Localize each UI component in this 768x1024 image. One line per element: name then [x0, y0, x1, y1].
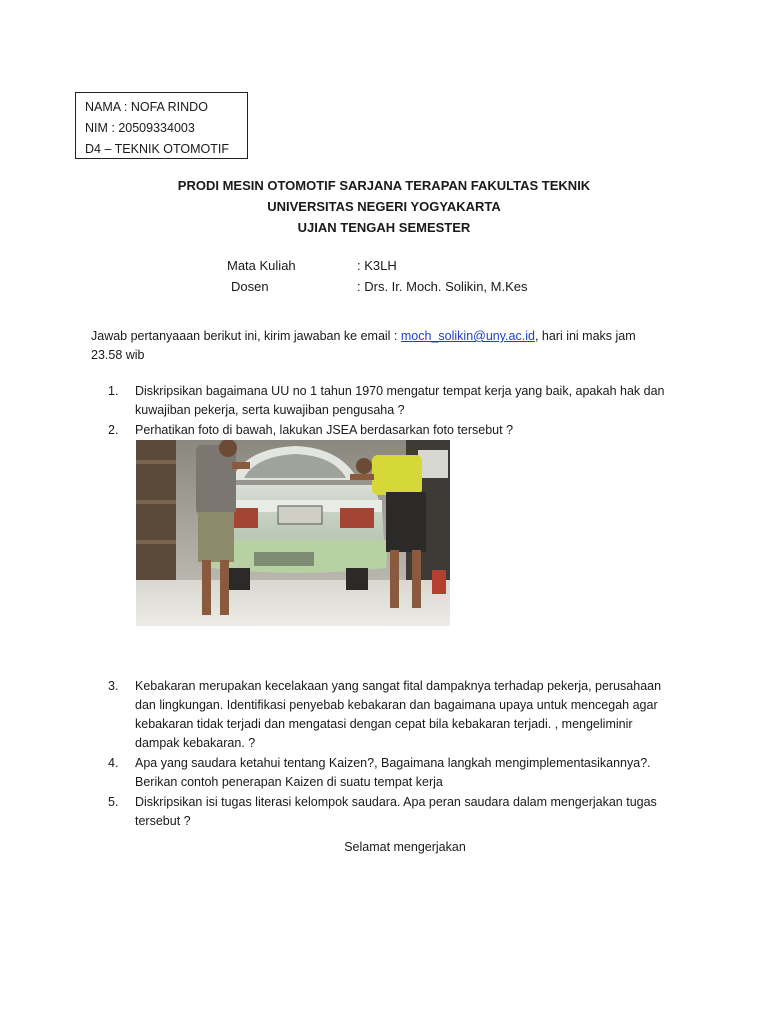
question-item: [108, 382, 668, 420]
student-nim: NIM : 20509334003: [85, 121, 195, 135]
question-number: 3.: [108, 679, 119, 693]
course-meta: [227, 255, 528, 297]
lecturer-value: : Drs. Ir. Moch. Solikin, M.Kes: [357, 279, 528, 294]
header-university: UNIVERSITAS NEGERI YOGYAKARTA: [267, 199, 501, 214]
header-faculty: PRODI MESIN OTOMOTIF SARJANA TERAPAN FAKULTAS TEKNIK: [177, 178, 591, 193]
question-text: Apa yang saudara ketahui tentang Kaizen?, Bagaimana langkah mengimplementasikannya?. Berikan contoh penerapan Kaizen di suatu tempat kerja: [135, 756, 651, 789]
student-info-box: [75, 92, 248, 159]
email-link[interactable]: moch_solikin@uny.ac.id: [400, 329, 535, 343]
question-item: [108, 793, 668, 831]
course-value: : K3LH: [357, 258, 397, 273]
workshop-photo: [136, 440, 450, 626]
question-list-bottom: [108, 677, 668, 832]
question-item: [108, 421, 668, 440]
closing-text: Selamat mengerjakan: [344, 840, 466, 854]
question-number: 5.: [108, 795, 119, 809]
student-program: D4 – TEKNIK OTOMOTIF: [85, 142, 230, 156]
lecturer-row: [227, 276, 528, 297]
course-label: Mata Kuliah: [227, 258, 296, 273]
question-number: 1.: [108, 384, 119, 398]
question-text: Diskripsikan isi tugas literasi kelompok saudara. Apa peran saudara dalam mengerjakan tugas tersebut ?: [135, 795, 657, 828]
instruction-suffix: , hari ini maks jam 23.58 wib: [91, 329, 636, 362]
document-header: [0, 175, 768, 238]
question-number: 2.: [108, 423, 119, 437]
question-item: [108, 677, 668, 753]
question-text: Diskripsikan bagaimana UU no 1 tahun 1970 mengatur tempat kerja yang baik, apakah hak dan kuwajiban pekerja, serta kuwajiban pengusaha ?: [135, 384, 665, 417]
instruction-text: [91, 327, 661, 365]
question-text: Kebakaran merupakan kecelakaan yang sangat fital dampaknya terhadap pekerja, perusahaan dan lingkungan. Identifikasi penyebab kebakaran dan bagaimana upaya untuk mencegah agar kebakaran tidak terjadi dan mengatasi dengan cepat bila kebakaran terjadi. , mengeliminir dampak kebakaran. ?: [135, 679, 662, 750]
lecturer-label: Dosen: [231, 279, 269, 294]
header-exam-title: UJIAN TENGAH SEMESTER: [297, 220, 471, 235]
question-item: [108, 754, 668, 792]
student-name: NAMA : NOFA RINDO: [85, 100, 208, 114]
question-list-top: [108, 382, 668, 441]
instruction-prefix: Jawab pertanyaaan berikut ini, kirim jawaban ke email :: [91, 329, 401, 343]
course-row: [227, 255, 528, 276]
question-text: Perhatikan foto di bawah, lakukan JSEA berdasarkan foto tersebut ?: [135, 423, 514, 437]
question-number: 4.: [108, 756, 119, 770]
